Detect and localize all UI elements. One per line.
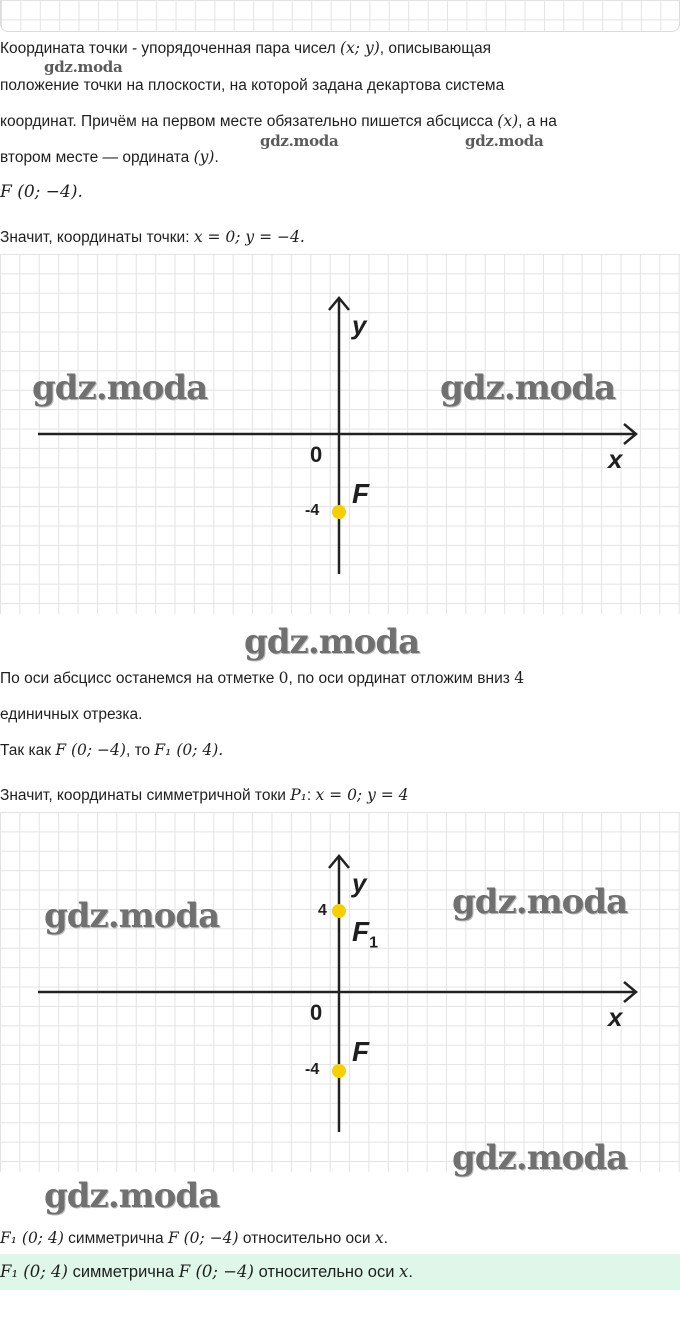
- answer-line: [0, 1262, 413, 1282]
- graph-1-svg: [0, 254, 680, 614]
- conclusion-math: F (0; −4): [167, 1229, 239, 1247]
- step-line-1: [0, 668, 524, 689]
- since-text: , то: [125, 742, 155, 759]
- watermark: gdz.moda: [452, 882, 628, 922]
- point-f-marker: [332, 1064, 346, 1078]
- coords-math: x = 0; y = −4.: [193, 228, 305, 246]
- watermark: gdz.moda: [440, 368, 616, 408]
- point-f-label: F: [352, 1036, 370, 1067]
- since-text: Так как: [0, 742, 56, 759]
- y-axis-label: y: [352, 310, 367, 340]
- answer-math: F₁ (0; 4): [0, 1262, 68, 1281]
- coordinate-graph-1: [0, 254, 680, 614]
- intro-text: .: [214, 149, 219, 166]
- x-axis-label: x: [608, 444, 623, 474]
- answer-text: симметрична: [67, 1263, 179, 1281]
- watermark: gdz.moda: [44, 896, 220, 936]
- point-f1-marker: [332, 904, 346, 918]
- math-x: (x): [497, 112, 519, 130]
- intro-text: втором месте — ордината: [0, 149, 194, 166]
- graph-2-svg: [0, 812, 680, 1172]
- tick-label-4: 4: [318, 902, 327, 919]
- watermark: gdz.moda: [452, 1138, 628, 1178]
- point-f-label: F: [352, 478, 370, 509]
- answer-text: .: [408, 1263, 413, 1281]
- top-grid-strip: [0, 0, 680, 32]
- conclusion-text: .: [383, 1230, 388, 1247]
- intro-line-1: [0, 38, 491, 59]
- origin-label: 0: [310, 1000, 323, 1025]
- since-math: F₁ (0; 4).: [154, 741, 224, 759]
- watermark: gdz.moda: [244, 622, 420, 662]
- math-xy: (x; y): [340, 39, 380, 57]
- since-line: [0, 740, 223, 761]
- point-f-marker: [332, 505, 346, 519]
- x-axis-label: x: [608, 1002, 623, 1032]
- answer-math: F (0; −4): [178, 1262, 254, 1281]
- y-axis-label: y: [352, 868, 367, 898]
- math-y: (y): [193, 148, 215, 166]
- sym-coords-line: [0, 785, 409, 806]
- point-f-statement: F (0; −4).: [0, 182, 83, 202]
- watermark: gdz.moda: [32, 368, 208, 408]
- since-math: F (0; −4): [55, 741, 126, 759]
- sym-text: Значит, координаты симметричной токи: [0, 787, 291, 804]
- coordinate-graph-2: [0, 812, 680, 1178]
- sym-math: P₁: [290, 786, 307, 804]
- sym-text: :: [306, 787, 316, 804]
- tick-label-minus-4: -4: [305, 502, 320, 519]
- intro-text: координат. Причём на первом месте обязательно пишется абсцисса: [0, 113, 498, 130]
- step-line-2: единичных отрезка.: [0, 706, 143, 723]
- step-math: 4: [514, 669, 525, 687]
- sym-math: x = 0; y = 4: [315, 786, 409, 804]
- coords-text: Значит, координаты точки:: [0, 229, 194, 246]
- conclusion-text: симметрична: [63, 1230, 168, 1247]
- step-math: 0: [278, 669, 289, 687]
- watermark: gdz.moda: [465, 132, 544, 150]
- intro-line-3: [0, 111, 557, 132]
- answer-math: x: [399, 1262, 409, 1281]
- step-text: , по оси ординат отложим вниз: [288, 670, 515, 687]
- watermark: gdz.moda: [44, 1176, 220, 1216]
- conclusion-math: F₁ (0; 4): [0, 1229, 64, 1247]
- tick-label-minus-4: -4: [305, 1061, 320, 1078]
- answer-box: [0, 1254, 680, 1290]
- point-f1-subscript: 1: [369, 934, 379, 952]
- conclusion-line: [0, 1228, 388, 1249]
- point-f1-label: [352, 916, 378, 953]
- conclusion-math: x: [374, 1229, 384, 1247]
- coords-line: [0, 227, 305, 248]
- point-f1-letter: F: [352, 916, 370, 947]
- intro-text: , описывающая: [379, 40, 491, 57]
- conclusion-text: относительно оси: [238, 1230, 375, 1247]
- watermark: gdz.moda: [44, 58, 123, 76]
- step-text: По оси абсцисс останемся на отметке: [0, 670, 279, 687]
- answer-text: относительно оси: [253, 1263, 400, 1281]
- origin-label: 0: [310, 442, 323, 467]
- intro-text: Координата точки - упорядоченная пара чисел: [0, 40, 340, 57]
- intro-line-4: [0, 147, 219, 168]
- intro-line-2: положение точки на плоскости, на которой задана декартова система: [0, 77, 505, 94]
- watermark: gdz.moda: [260, 132, 339, 150]
- intro-text: , а на: [518, 113, 557, 130]
